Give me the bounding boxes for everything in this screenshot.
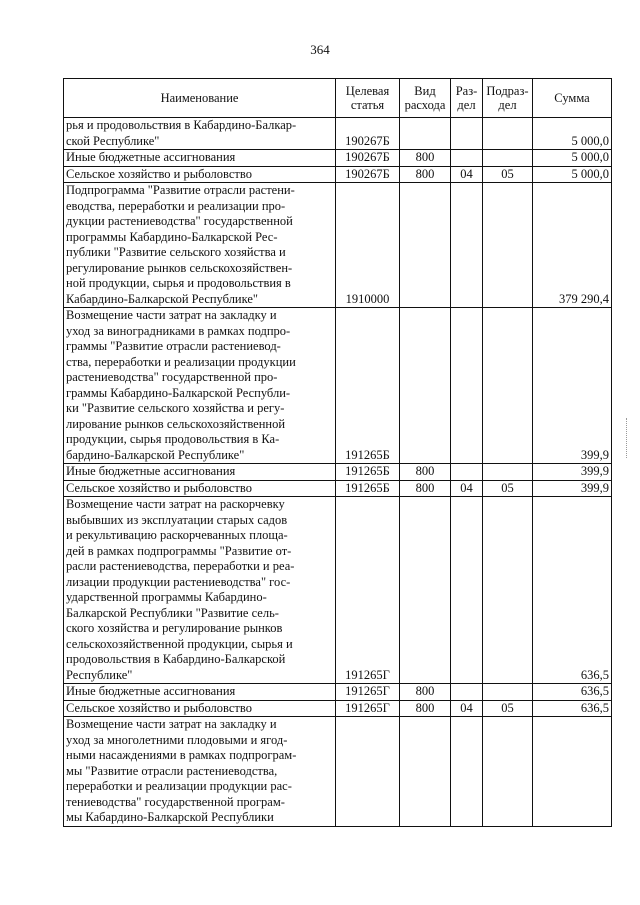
row-expense-type bbox=[400, 308, 451, 464]
row-expense-type: 800 bbox=[400, 684, 451, 701]
row-target-article: 191265Б bbox=[336, 464, 400, 481]
row-target-article: 191265Г bbox=[336, 497, 400, 684]
row-amount: 5 000,0 bbox=[533, 166, 612, 183]
page-number: 364 bbox=[310, 42, 330, 57]
row-section bbox=[451, 183, 483, 308]
row-amount: 5 000,0 bbox=[533, 118, 612, 150]
header-name: Наименование bbox=[64, 79, 336, 118]
row-name: Возмещение части затрат на раскорчевку выбывших из эксплуатации старых садов и рекультивацию раскорчеванных площа- дей в рамках подпрограммы "Развитие от- расли растениеводства, переработки и реа- лизации продукции растениеводства" гос- ударственной программы Кабардино- Балкарской Республики "Развитие сель- ского хозяйства и регулирование рынков сельскохозяйственной продукции, сырья и продовольствия в Кабардино-Балкарской Республике" bbox=[64, 497, 336, 684]
row-name: Сельское хозяйство и рыболовство bbox=[64, 700, 336, 717]
table-row bbox=[64, 464, 612, 481]
row-section bbox=[451, 308, 483, 464]
row-name: Возмещение части затрат на закладку и уход за виноградниками в рамках подпро- граммы "Развитие отрасли растениевод- ства, переработки и реализации продукции растениеводства" государственной про- граммы Кабардино-Балкарской Республи- ки "Развитие сельского хозяйства и регу- лирование рынков сельскохозяйственной продукции, сырья продовольствия в Ка- бардино-Балкарской Республике" bbox=[64, 308, 336, 464]
row-subsection: 05 bbox=[483, 700, 533, 717]
table-row bbox=[64, 118, 612, 150]
row-amount: 399,9 bbox=[533, 308, 612, 464]
table-header-row bbox=[64, 79, 612, 118]
table-row bbox=[64, 717, 612, 827]
row-subsection bbox=[483, 684, 533, 701]
row-section bbox=[451, 717, 483, 827]
row-name: рья и продовольствия в Кабардино-Балкар- ской Республике" bbox=[64, 118, 336, 150]
row-subsection: 05 bbox=[483, 480, 533, 497]
row-expense-type: 800 bbox=[400, 700, 451, 717]
row-section bbox=[451, 684, 483, 701]
row-name: Подпрограмма "Развитие отрасли растени- еводства, переработки и реализации про- дукции растениеводства" государственной программы Кабардино-Балкарской Рес- публики "Развитие сельского хозяйства и регулирование рынков сельскохозяйствен- ной продукции, сырья и продовольствия в Кабардино-Балкарской Республике" bbox=[64, 183, 336, 308]
header-expense-type: Вид расхода bbox=[400, 79, 451, 118]
row-section bbox=[451, 150, 483, 167]
table-row bbox=[64, 150, 612, 167]
row-expense-type bbox=[400, 497, 451, 684]
row-section bbox=[451, 118, 483, 150]
table-row bbox=[64, 183, 612, 308]
row-expense-type: 800 bbox=[400, 464, 451, 481]
header-subsection: Подраз- дел bbox=[483, 79, 533, 118]
row-subsection bbox=[483, 150, 533, 167]
row-target-article: 190267Б bbox=[336, 166, 400, 183]
row-target-article bbox=[336, 717, 400, 827]
row-target-article: 191265Г bbox=[336, 700, 400, 717]
row-subsection bbox=[483, 183, 533, 308]
row-amount: 636,5 bbox=[533, 684, 612, 701]
table-row bbox=[64, 684, 612, 701]
row-target-article: 191265Г bbox=[336, 684, 400, 701]
header-section: Раз- дел bbox=[451, 79, 483, 118]
row-subsection bbox=[483, 308, 533, 464]
table-row bbox=[64, 166, 612, 183]
row-target-article: 1910000 bbox=[336, 183, 400, 308]
row-expense-type bbox=[400, 183, 451, 308]
row-amount: 379 290,4 bbox=[533, 183, 612, 308]
row-subsection bbox=[483, 717, 533, 827]
row-target-article: 190267Б bbox=[336, 118, 400, 150]
row-expense-type bbox=[400, 118, 451, 150]
row-name: Сельское хозяйство и рыболовство bbox=[64, 166, 336, 183]
table-row bbox=[64, 497, 612, 684]
row-section bbox=[451, 497, 483, 684]
table-row bbox=[64, 308, 612, 464]
row-name: Иные бюджетные ассигнования bbox=[64, 150, 336, 167]
row-amount bbox=[533, 717, 612, 827]
row-amount: 636,5 bbox=[533, 497, 612, 684]
row-amount: 5 000,0 bbox=[533, 150, 612, 167]
header-target-article: Целевая статья bbox=[336, 79, 400, 118]
row-subsection bbox=[483, 464, 533, 481]
table-body bbox=[64, 118, 612, 827]
budget-table bbox=[63, 78, 612, 827]
row-name: Возмещение части затрат на закладку и уход за многолетними плодовыми и ягод- ными насаждениями в рамках подпрограм- мы "Развитие отрасли растениеводства, переработки и реализации продукции рас- тениеводства" государственной програм- мы Кабардино-Балкарской Республики bbox=[64, 717, 336, 827]
row-expense-type: 800 bbox=[400, 166, 451, 183]
row-expense-type: 800 bbox=[400, 480, 451, 497]
row-section: 04 bbox=[451, 480, 483, 497]
row-section: 04 bbox=[451, 700, 483, 717]
row-amount: 399,9 bbox=[533, 464, 612, 481]
header-amount: Сумма bbox=[533, 79, 612, 118]
row-expense-type bbox=[400, 717, 451, 827]
table-row bbox=[64, 480, 612, 497]
row-name: Сельское хозяйство и рыболовство bbox=[64, 480, 336, 497]
row-amount: 399,9 bbox=[533, 480, 612, 497]
row-target-article: 190267Б bbox=[336, 150, 400, 167]
row-subsection: 05 bbox=[483, 166, 533, 183]
row-section: 04 bbox=[451, 166, 483, 183]
row-subsection bbox=[483, 118, 533, 150]
row-amount: 636,5 bbox=[533, 700, 612, 717]
row-target-article: 191265Б bbox=[336, 308, 400, 464]
margin-stamp-mark bbox=[626, 418, 633, 458]
table-row bbox=[64, 700, 612, 717]
row-target-article: 191265Б bbox=[336, 480, 400, 497]
row-name: Иные бюджетные ассигнования bbox=[64, 684, 336, 701]
row-subsection bbox=[483, 497, 533, 684]
row-section bbox=[451, 464, 483, 481]
row-name: Иные бюджетные ассигнования bbox=[64, 464, 336, 481]
row-expense-type: 800 bbox=[400, 150, 451, 167]
